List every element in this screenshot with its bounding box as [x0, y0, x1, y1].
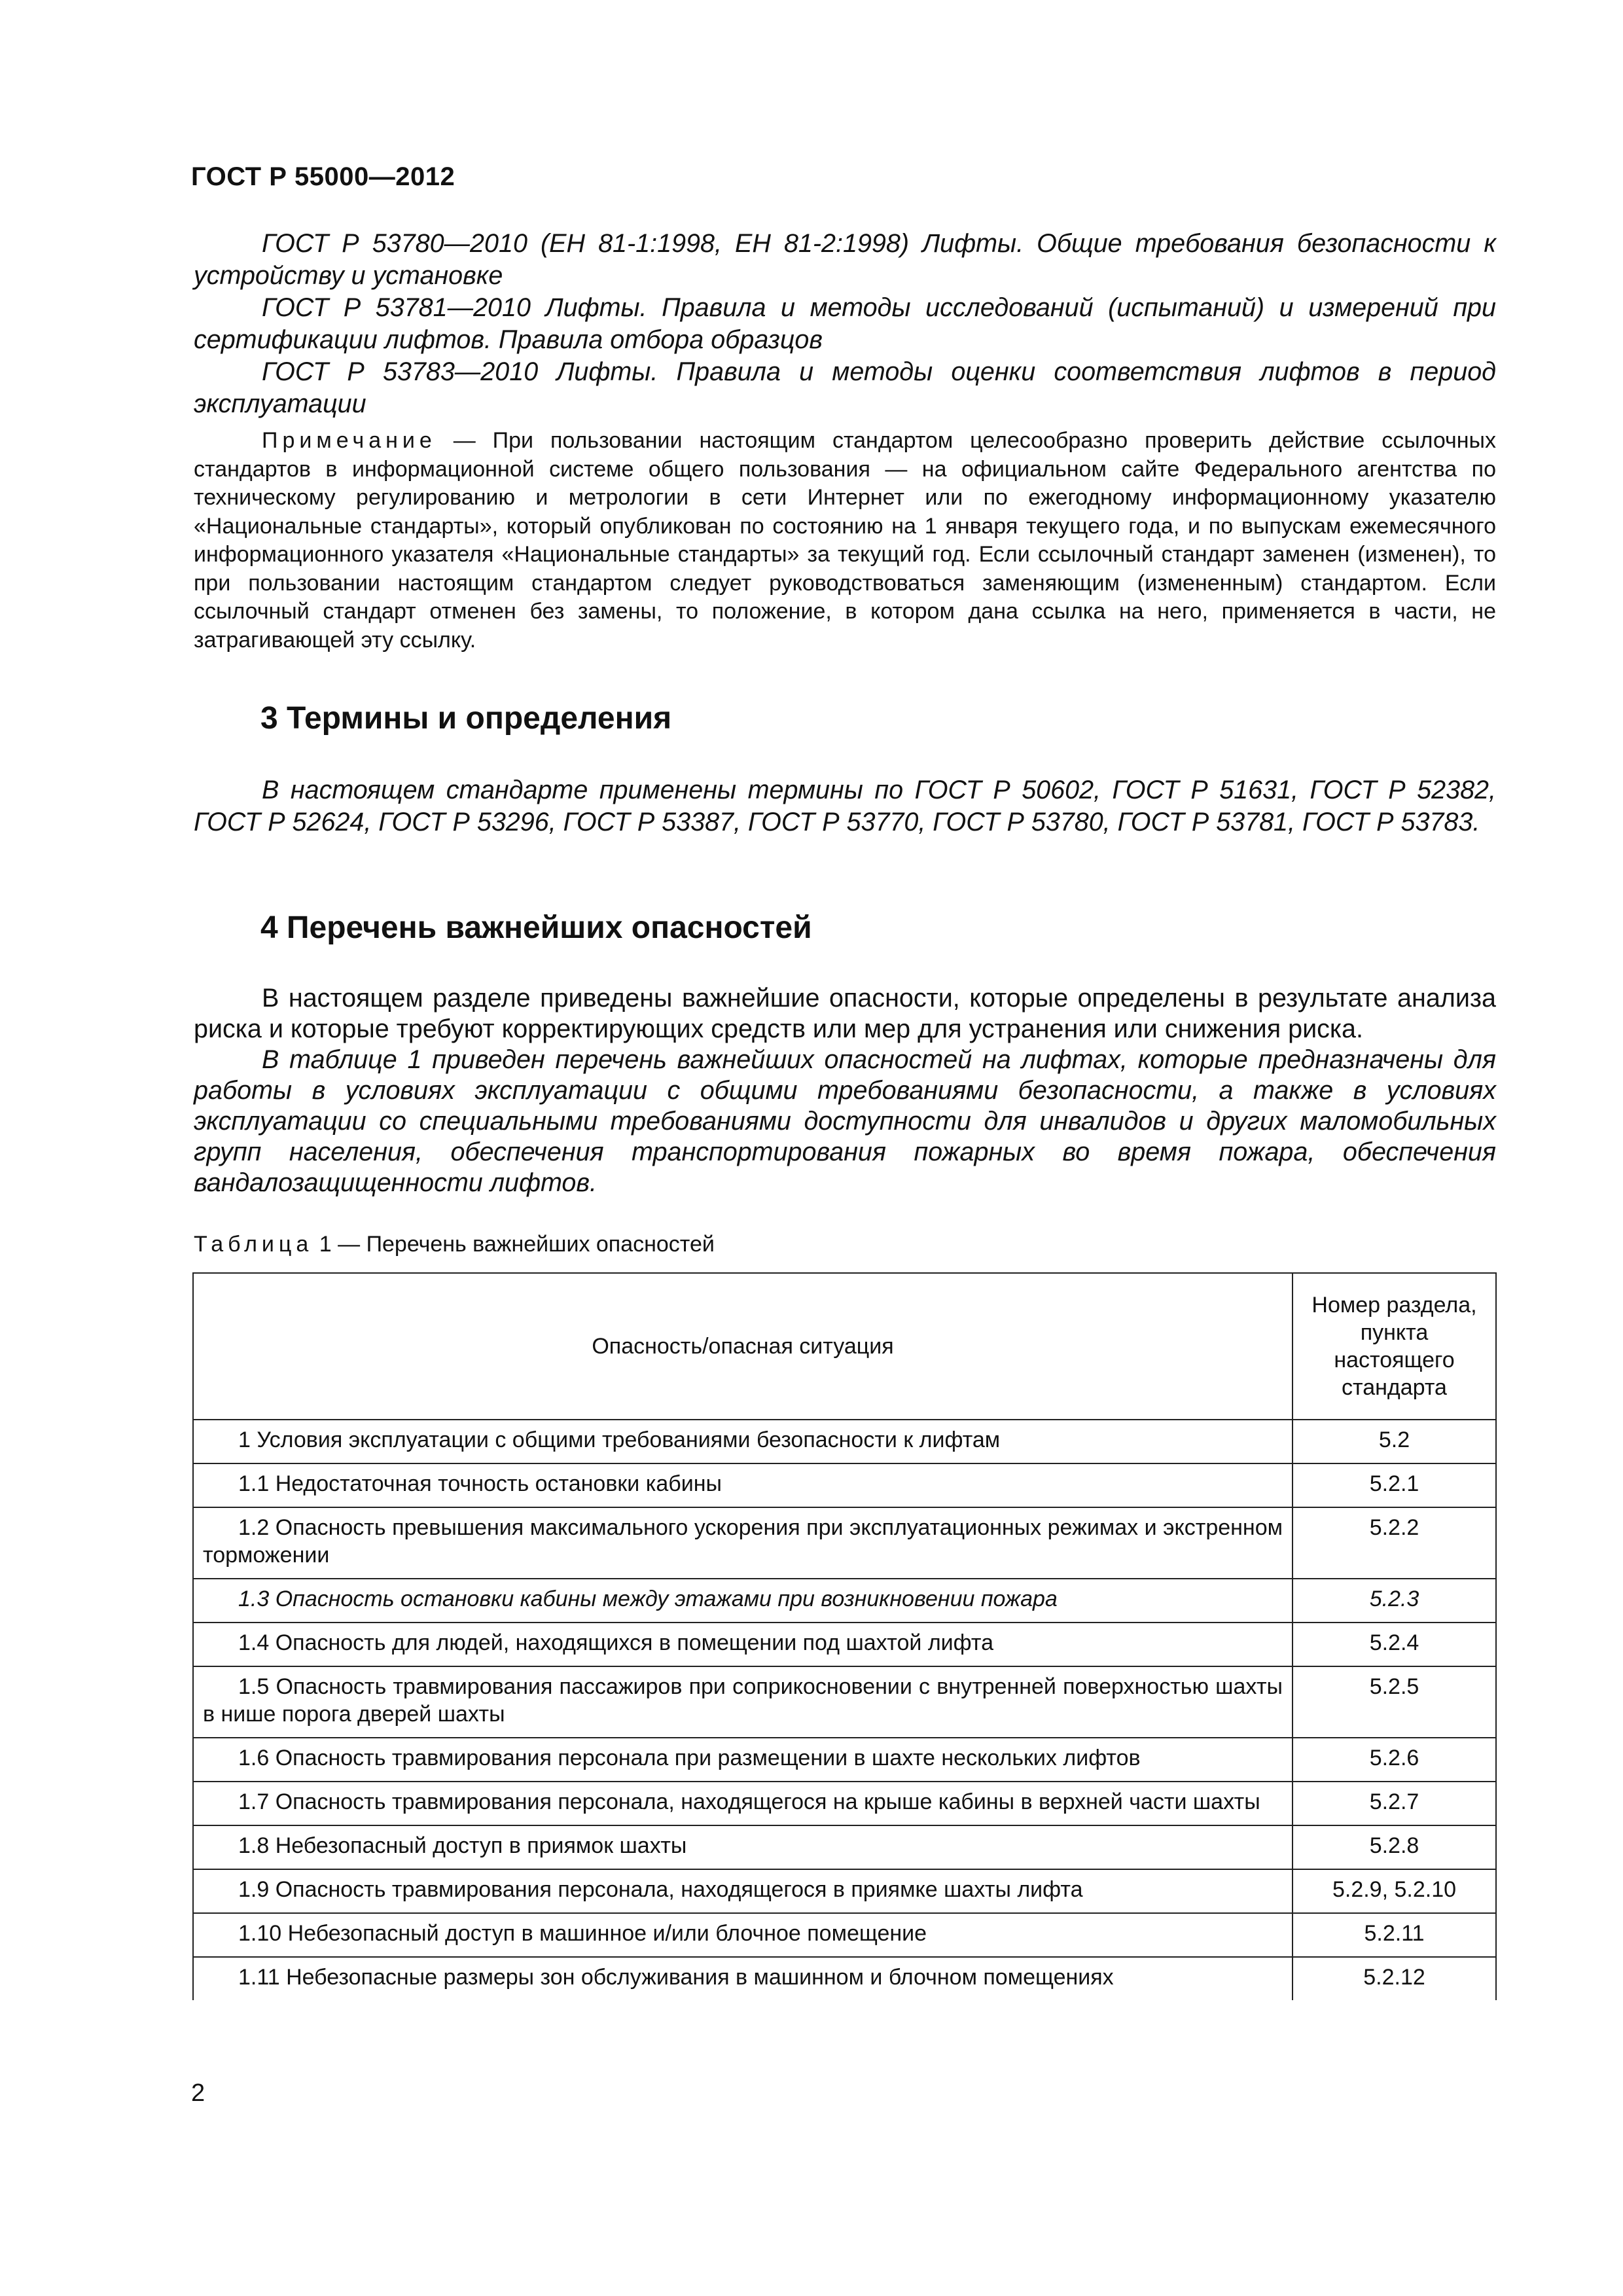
hazard-cell: 1.1 Недостаточная точность остановки кабины — [193, 1463, 1293, 1507]
section-4-heading: 4 Перечень важнейших опасностей — [260, 910, 812, 945]
table-header-row — [193, 1273, 1496, 1420]
section-3-text: В настоящем стандарте применены термины по ГОСТ Р 50602, ГОСТ Р 51631, ГОСТ Р 52382, ГОСТ Р 52624, ГОСТ Р 53296, ГОСТ Р 53387, ГОСТ Р 53770, ГОСТ Р 53780, ГОСТ Р 53781, ГОСТ Р 53783. — [194, 776, 1496, 836]
table-row — [193, 1579, 1496, 1623]
table-row — [193, 1507, 1496, 1579]
reference-item: ГОСТ Р 53780—2010 (ЕН 81-1:1998, ЕН 81-2:1998) Лифты. Общие требования безопасности к устройству и установке — [194, 229, 1496, 290]
section-ref-cell: 5.2.8 — [1293, 1825, 1496, 1869]
section-ref-cell: 5.2.5 — [1293, 1666, 1496, 1738]
section-4-paragraph-1: В настоящем разделе приведены важнейшие опасности, которые определены в результате анализа риска и которые требуют корректирующих средств или мер для устранения или снижения риска. — [194, 984, 1496, 1043]
table-row — [193, 1463, 1496, 1507]
table-caption-label: Таблица — [194, 1232, 313, 1257]
page-number: 2 — [191, 2079, 205, 2107]
table-row — [193, 1666, 1496, 1738]
hazard-cell: 1.6 Опасность травмирования персонала при размещении в шахте нескольких лифтов — [193, 1738, 1293, 1782]
table-row — [193, 1913, 1496, 1957]
note-paragraph — [194, 427, 1496, 655]
table-row — [193, 1420, 1496, 1463]
section-ref-cell: 5.2.9, 5.2.10 — [1293, 1869, 1496, 1913]
normative-references — [194, 228, 1496, 420]
section-ref-cell: 5.2.1 — [1293, 1463, 1496, 1507]
table-row — [193, 1825, 1496, 1869]
reference-item: ГОСТ Р 53781—2010 Лифты. Правила и методы исследований (испытаний) и измерений при сертификации лифтов. Правила отбора образцов — [194, 293, 1496, 354]
hazard-cell: 1.4 Опасность для людей, находящихся в помещении под шахтой лифта — [193, 1623, 1293, 1666]
hazards-table — [192, 1272, 1497, 2000]
hazard-cell: 1.2 Опасность превышения максимального ускорения при эксплуатационных режимах и экстренном торможении — [193, 1507, 1293, 1579]
note-text: — При пользовании настоящим стандартом целесообразно проверить действие ссылочных стандартов в информационной системе общего пользования — на официальном сайте Федерального агентства по техническому регулированию и метрологии в сети Интернет или по ежегодному информационному указателю «Национальные стандарты», который опубликован по состоянию на 1 января текущего года, и по выпускам ежемесячного информационного указателя «Национальные стандарты» за текущий год. Если ссылочный стандарт заменен (изменен), то при пользовании настоящим стандартом следует руководствоваться заменяющим (измененным) стандартом. Если ссылочный стандарт отменен без замены, то положение, в котором дана ссылка на него, применяется в части, не затрагивающей эту ссылку. — [194, 428, 1496, 653]
hazard-cell: 1.10 Небезопасный доступ в машинное и/или блочное помещение — [193, 1913, 1293, 1957]
hazard-cell: 1.11 Небезопасные размеры зон обслуживания в машинном и блочном помещениях — [193, 1957, 1293, 2000]
section-ref-cell: 5.2.4 — [1293, 1623, 1496, 1666]
section-ref-cell: 5.2.11 — [1293, 1913, 1496, 1957]
hazard-cell: 1 Условия эксплуатации с общими требованиями безопасности к лифтам — [193, 1420, 1293, 1463]
note-label: Примечание — [262, 428, 437, 453]
table-row — [193, 1623, 1496, 1666]
column-header-section: Номер раздела, пункта настоящего стандарта — [1293, 1273, 1496, 1420]
table-caption-text: 1 — Перечень важнейших опасностей — [319, 1232, 715, 1257]
document-header: ГОСТ Р 55000—2012 — [191, 162, 455, 191]
section-ref-cell: 5.2.6 — [1293, 1738, 1496, 1782]
table-row — [193, 1738, 1496, 1782]
section-ref-cell: 5.2.7 — [1293, 1782, 1496, 1825]
section-ref-cell: 5.2.3 — [1293, 1579, 1496, 1623]
hazard-cell: 1.3 Опасность остановки кабины между этажами при возникновении пожара — [193, 1579, 1293, 1623]
hazard-cell: 1.9 Опасность травмирования персонала, находящегося в приямке шахты лифта — [193, 1869, 1293, 1913]
hazard-cell: 1.7 Опасность травмирования персонала, находящегося на крыше кабины в верхней части шахты — [193, 1782, 1293, 1825]
table-caption — [194, 1232, 715, 1257]
table-row — [193, 1782, 1496, 1825]
section-ref-cell: 5.2.12 — [1293, 1957, 1496, 2000]
table-row — [193, 1957, 1496, 2000]
section-3-heading: 3 Термины и определения — [260, 701, 672, 736]
column-header-hazard: Опасность/опасная ситуация — [193, 1273, 1293, 1420]
table-row — [193, 1869, 1496, 1913]
hazard-cell: 1.8 Небезопасный доступ в приямок шахты — [193, 1825, 1293, 1869]
section-4-paragraph-2: В таблице 1 приведен перечень важнейших опасностей на лифтах, которые предназначены для работы в условиях эксплуатации с общими требованиями безопасности, а также в условиях эксплуатации со специальными требованиями доступности для инвалидов и других маломобильных групп населения, обеспечения транспортирования пожарных во время пожара, обеспечения вандалозащищенности лифтов. — [194, 1045, 1496, 1197]
hazard-cell: 1.5 Опасность травмирования пассажиров при соприкосновении с внутренней поверхностью шахты в нише порога дверей шахты — [193, 1666, 1293, 1738]
reference-item: ГОСТ Р 53783—2010 Лифты. Правила и методы оценки соответствия лифтов в период эксплуатации — [194, 357, 1496, 418]
section-ref-cell: 5.2.2 — [1293, 1507, 1496, 1579]
section-ref-cell: 5.2 — [1293, 1420, 1496, 1463]
